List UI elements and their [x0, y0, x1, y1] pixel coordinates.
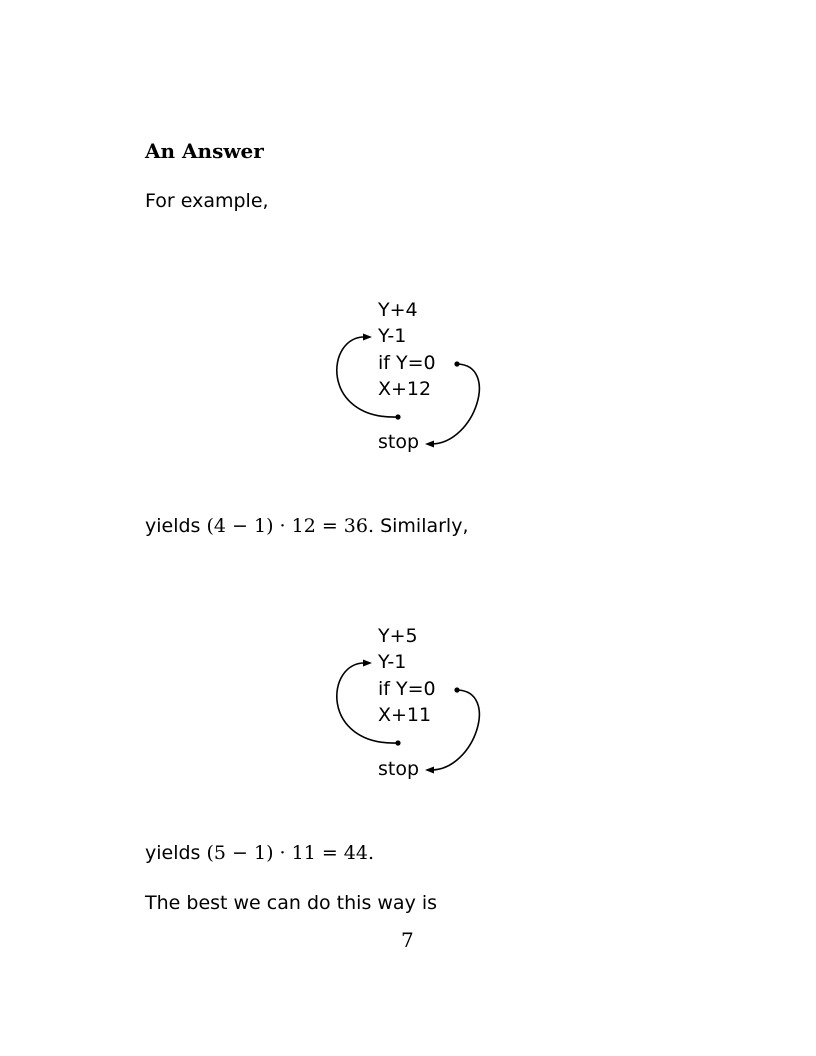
program-2-line-2: Y-1 [378, 651, 407, 673]
program-2-jump-arrow [425, 687, 479, 773]
section-heading: An Answer [145, 139, 264, 163]
program-1-line-3: if Y=0 [378, 352, 436, 374]
intro-text: For example, [145, 190, 269, 212]
result-2-prefix: yields [145, 842, 201, 864]
program-1-jump-arrow [425, 361, 479, 447]
program-2-line-3: if Y=0 [378, 678, 436, 700]
program-2-line-4: X+11 [378, 704, 432, 726]
result-1-suffix: Similarly, [380, 515, 469, 537]
program-1-line-2: Y-1 [378, 325, 407, 347]
result-2-formula: (5 − 1) · 11 = 44. [206, 842, 375, 864]
program-2-stop: stop [378, 758, 420, 780]
program-1-line-1: Y+4 [378, 299, 418, 321]
program-1-stop: stop [378, 431, 420, 453]
result-1-prefix: yields [145, 515, 201, 537]
result-2-text [145, 842, 374, 864]
closing-text: The best we can do this way is [145, 892, 438, 914]
result-1-formula: (4 − 1) · 12 = 36. [206, 515, 375, 537]
page-number: 7 [401, 928, 414, 952]
program-2-line-1: Y+5 [378, 625, 418, 647]
result-1-text [145, 515, 469, 537]
program-1-line-4: X+12 [378, 378, 432, 400]
